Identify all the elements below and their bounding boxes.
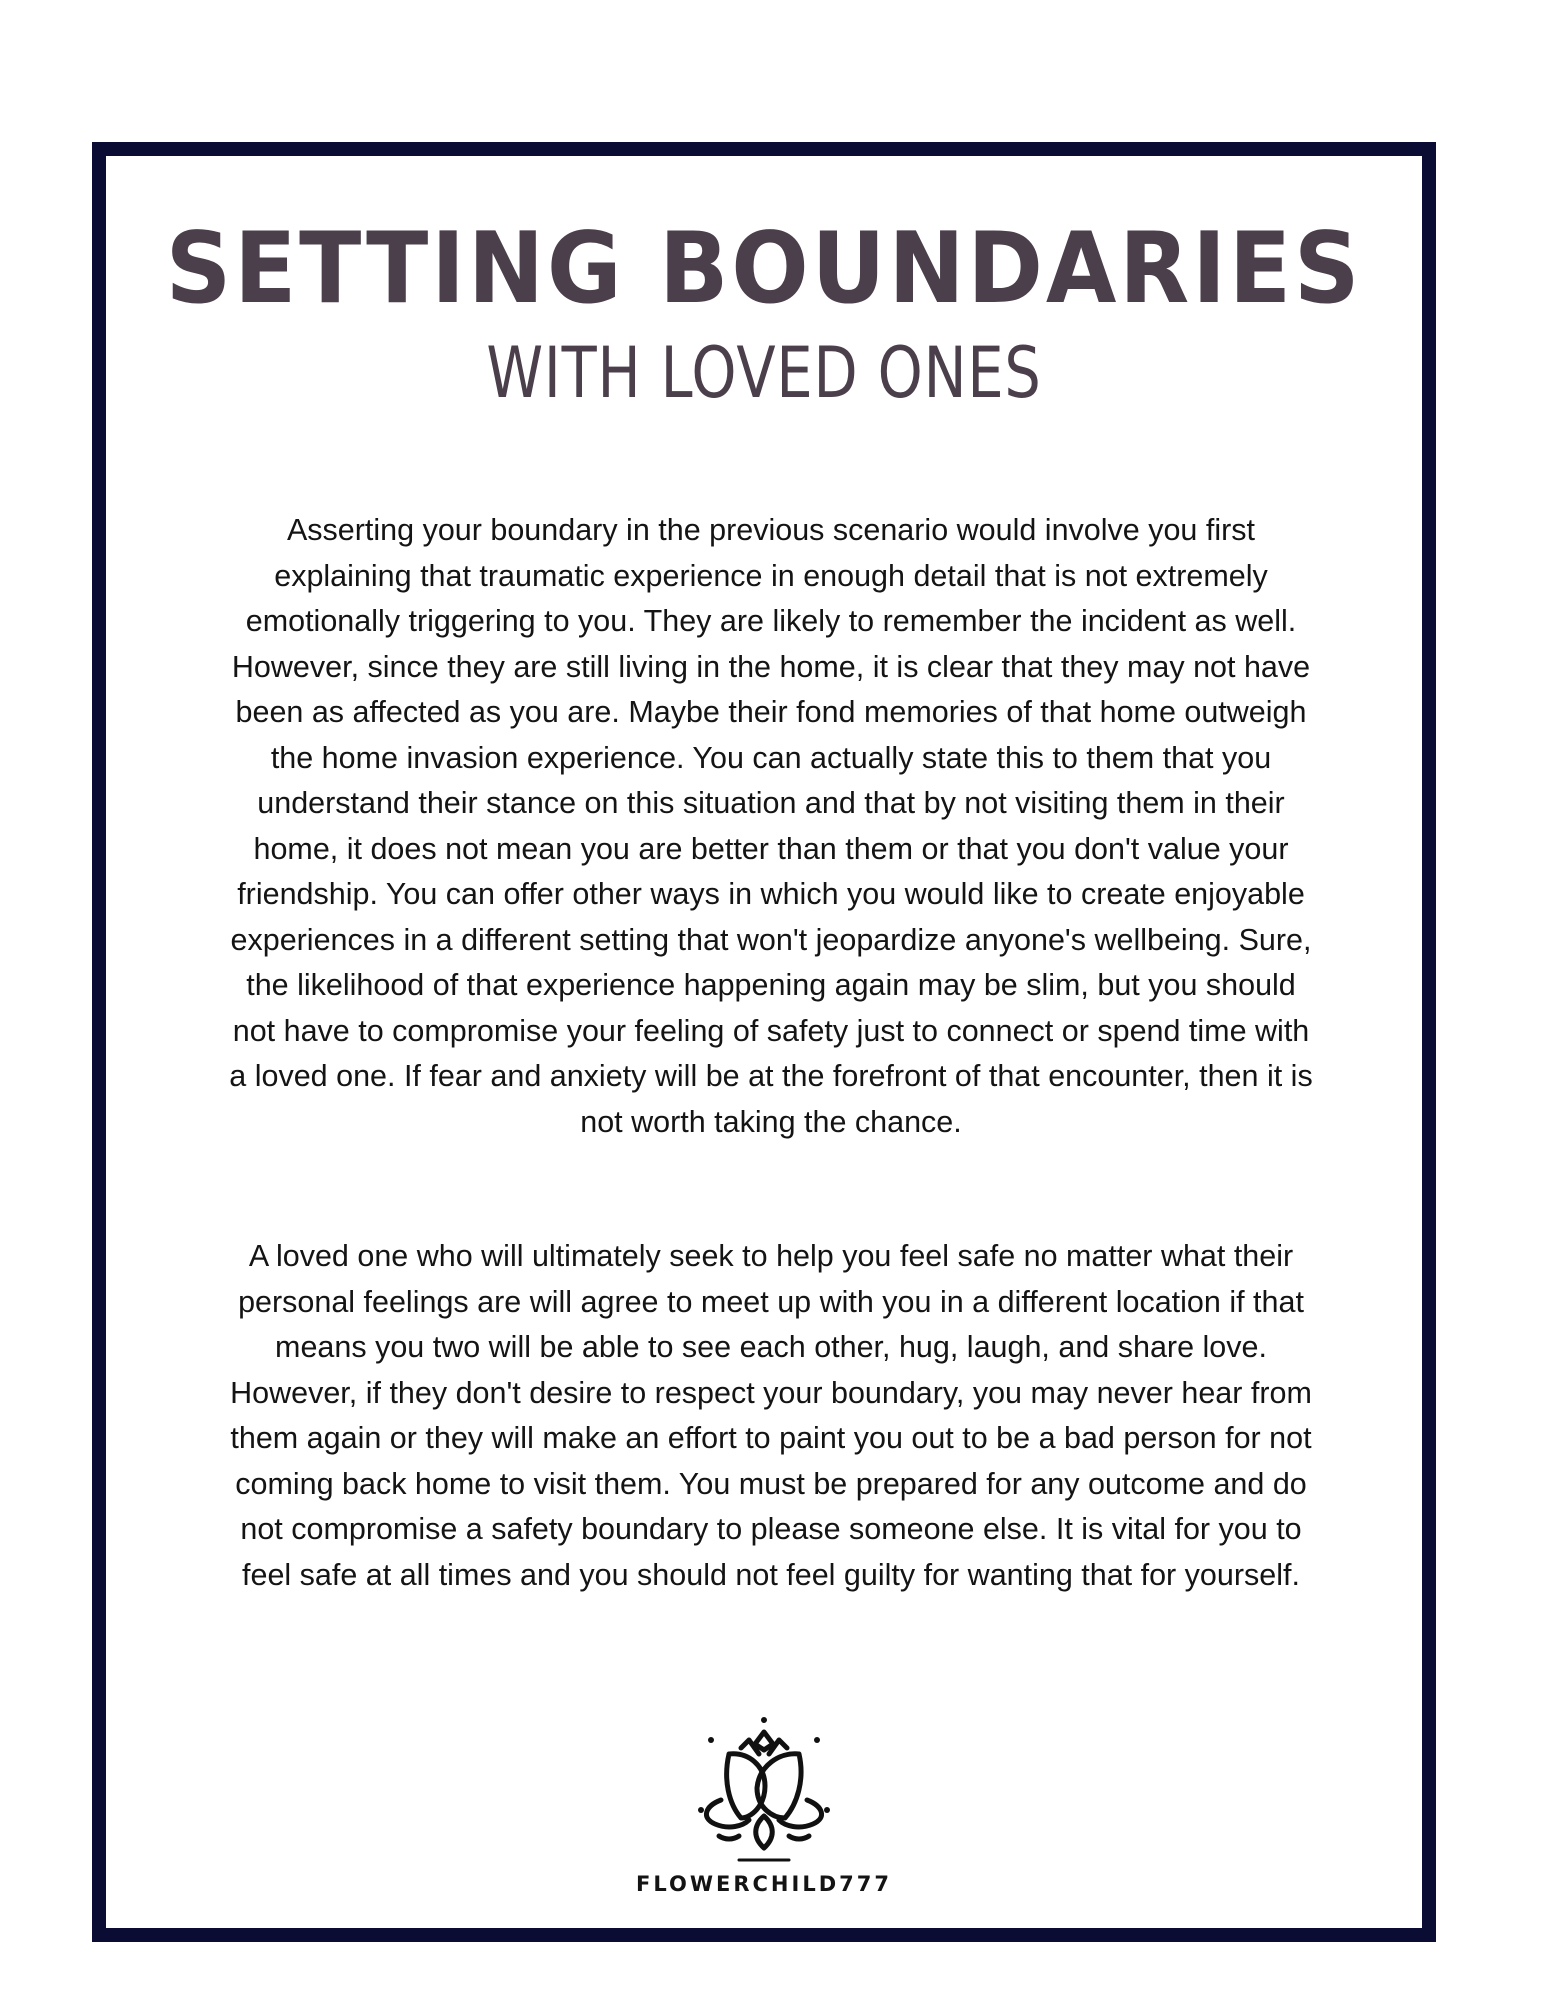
page-frame — [92, 142, 1436, 1942]
body-paragraph-1: Asserting your boundary in the previous scenario would involve you first explaining that traumatic experience in enough detail that is not extremely emotionally triggering to you. They are likely to remember the incident as well. However, since they are still living in the home, it is clear that they may not have been as affected as you are. Maybe their fond memories of that home outweigh the home invasion experience. You can actually state this to them that you understand their stance on this situation and that by not visiting them in their home, it does not mean you are better than them or that you don't value your friendship. You can offer other ways in which you would like to create enjoyable experiences in a different setting that won't jeopardize anyone's wellbeing. Sure, the likelihood of that experience happening again may be slim, but you should not have to compromise your feeling of safety just to connect or spend time with a loved one. If fear and anxiety will be at the forefront of that encounter, then it is not worth taking the chance. — [229, 513, 1313, 1139]
page-subtitle: WITH LOVED ONES — [486, 332, 1042, 414]
lotus-icon — [689, 1714, 839, 1864]
page-title: SETTING BOUNDARIES — [165, 212, 1363, 326]
body-paragraph-2: A loved one who will ultimately seek to help you feel safe no matter what their personal feelings are will agree to meet up with you in a different location if that means you two will be able to see each other, hug, laugh, and share love. However, if they don't desire to respect your boundary, you may never hear from them again or they will make an effort to paint you out to be a bad person for not coming back home to visit them. You must be prepared for any outcome and do not compromise a safety boundary to please someone else. It is vital for you to feel safe at all times and you should not feel guilty for wanting that for yourself. — [230, 1239, 1312, 1592]
brand-logo — [106, 1714, 1422, 1896]
brand-name: FLOWERCHILD777 — [636, 1872, 892, 1896]
